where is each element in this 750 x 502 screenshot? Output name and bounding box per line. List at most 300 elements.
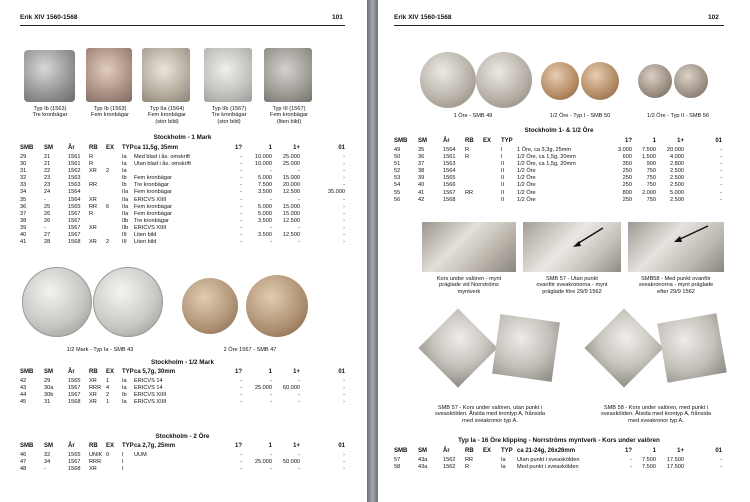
cell-smb: 40 xyxy=(20,232,27,239)
cell-g2: 1 xyxy=(268,369,272,375)
cell-smb: 58 xyxy=(394,464,401,471)
cell-g4: - xyxy=(343,392,345,399)
cell-g4: - xyxy=(343,182,345,189)
cell-g1: 250 xyxy=(622,175,632,182)
cell-g1: - xyxy=(240,154,242,160)
left-page-number: 101 xyxy=(332,14,343,21)
section-title-1-mark: Stockholm - 1 Mark xyxy=(153,134,212,141)
cell-desc: 1/2 Öre xyxy=(517,168,536,175)
cell-g4: - xyxy=(720,189,722,196)
dot-detail-photo xyxy=(628,222,724,272)
cell-typ: II xyxy=(501,168,505,175)
cell-sm: 37 xyxy=(418,161,425,168)
cell-typ: II xyxy=(501,196,505,203)
table-header xyxy=(394,448,724,457)
cell-typ: Ia xyxy=(122,161,127,168)
cell-ar: 1564 xyxy=(68,189,81,196)
cell-sm: 30b xyxy=(44,392,54,399)
cell-sm: 21 xyxy=(44,161,51,168)
cell-g3: - xyxy=(298,392,300,399)
cell-desc: 1/2 Öre, ca 1,5g, 20mm xyxy=(517,154,576,161)
cell-g3: 20.000 xyxy=(666,147,684,153)
cell-typ: IIa xyxy=(122,189,129,196)
cell-ar: År xyxy=(443,138,450,144)
half-ore-type1-reverse-photo xyxy=(581,62,619,100)
cell-g3: 17.500 xyxy=(666,457,684,463)
cell-smb: 46 xyxy=(20,452,27,458)
header-rule xyxy=(394,25,724,26)
cell-g2: 3.500 xyxy=(258,217,272,224)
two-ore-obverse-photo xyxy=(182,278,238,334)
cell-g1: - xyxy=(240,399,242,406)
cell-rb: RB xyxy=(89,369,98,375)
cell-typ: IIa xyxy=(122,210,129,217)
cell-ex: 0 xyxy=(106,452,110,458)
cell-smb: 52 xyxy=(394,168,401,175)
cell-desc: 1/2 Öre xyxy=(517,175,536,182)
cell-g4: - xyxy=(343,385,345,392)
cell-g2: 3.500 xyxy=(258,232,272,239)
cell-desc: Fem kronbägar xyxy=(134,175,172,182)
cell-sm: 23 xyxy=(44,175,51,182)
cell-sm: 34 xyxy=(44,459,51,466)
table-row xyxy=(20,161,345,168)
cell-g2: 2.000 xyxy=(642,189,656,196)
cell-typ: Ia xyxy=(122,378,127,384)
cell-ar: 1564 xyxy=(443,168,456,175)
cell-ar: 1567 xyxy=(443,189,456,196)
table-row xyxy=(20,218,345,225)
cell-ex: EX xyxy=(483,448,492,454)
cell-typ: TYP xyxy=(122,145,134,151)
coin-detail-photo-1 xyxy=(24,50,75,102)
cell-typ: Ib xyxy=(122,175,127,182)
cell-g1: - xyxy=(240,217,242,224)
cell-smb: 57 xyxy=(394,457,401,463)
cell-g3: - xyxy=(298,399,300,406)
coin-detail-photo-5 xyxy=(264,48,312,102)
cell-g2: 5.000 xyxy=(258,175,272,182)
cell-desc: UUM xyxy=(134,452,147,458)
cell-ar: År xyxy=(68,443,75,449)
cell-g1: 1? xyxy=(234,369,242,375)
cell-sm: SM xyxy=(44,369,53,375)
cell-g3: 2.800 xyxy=(670,161,684,168)
cell-rb: XR xyxy=(89,392,97,399)
cell-g3: - xyxy=(298,378,300,384)
cell-g2: 25.000 xyxy=(254,385,272,392)
cell-g4: - xyxy=(720,161,722,168)
half-ore-type2-caption: 1/2 Öre - Typ II - SMB 56 xyxy=(646,113,710,119)
cell-rb: R xyxy=(89,210,94,217)
cell-typ: TYP xyxy=(501,448,513,454)
cell-typ: IIb xyxy=(122,217,129,224)
cell-smb: 54 xyxy=(394,182,401,189)
one-ore-reverse-photo xyxy=(476,52,532,108)
cell-rb: RB xyxy=(89,443,98,449)
cell-g3: 1+ xyxy=(677,138,684,144)
coin-detail-photo-4 xyxy=(204,48,252,102)
cell-g4: - xyxy=(343,232,345,239)
cell-g4: - xyxy=(343,203,345,210)
coin-caption-4: Typ IIb (1567) Tre kronbägar (stor bild) xyxy=(211,106,247,125)
cell-desc: Fem kronbägar xyxy=(134,189,172,196)
cell-rb: RRR xyxy=(89,385,102,392)
cell-typ: TYP xyxy=(122,443,134,449)
cell-g4: - xyxy=(343,217,345,224)
cell-g1: - xyxy=(240,385,242,392)
cell-smb: 30 xyxy=(20,161,27,168)
cell-smb: SMB xyxy=(394,448,408,454)
cell-ar: 1561 xyxy=(443,154,456,161)
cell-g1: - xyxy=(240,189,242,196)
one-ore-caption: 1 Öre - SMB 49 xyxy=(453,113,493,119)
cell-desc: Utan punkt i sveaskölden xyxy=(517,457,580,463)
book-gutter xyxy=(367,0,378,502)
cell-typ: Ia xyxy=(122,399,127,406)
cell-ex: EX xyxy=(106,443,115,449)
cell-g3: 15.000 xyxy=(282,203,300,210)
cell-g1: - xyxy=(240,175,242,182)
cell-desc: ERICVS XIIII xyxy=(134,399,167,406)
cell-rb: RR xyxy=(89,182,98,189)
cell-smb: 35 xyxy=(20,196,27,203)
cell-sm: - xyxy=(44,466,46,473)
cell-typ: I xyxy=(501,154,503,161)
cell-desc: 1/2 Öre, ca 1,5g, 20mm xyxy=(517,161,576,168)
coin-caption-3: Typ IIa (1564) Fem kronbägar (stor bild) xyxy=(148,106,186,125)
cell-g1: 1? xyxy=(624,138,632,144)
table-row xyxy=(20,452,345,459)
cell-smb: 37 xyxy=(20,210,27,217)
cell-ar: 1565 xyxy=(68,452,81,458)
cell-rb: RR xyxy=(465,457,474,463)
cell-ar: År xyxy=(443,448,450,454)
klipping-57-caption: SMB 57 - Kors under valören, utan punkt i sveaskölden. Åtsida med krontyp A, frånsida med sveakronor typ A. xyxy=(434,405,546,424)
cell-ar: 1567 xyxy=(68,217,81,224)
cell-g4: - xyxy=(343,239,345,246)
cell-smb: 41 xyxy=(20,239,27,246)
cell-rb: RB xyxy=(89,145,98,151)
cell-g1: - xyxy=(240,196,242,203)
cell-g1: - xyxy=(240,232,242,239)
cell-g2: - xyxy=(270,224,272,231)
klipping-58-obverse-photo xyxy=(584,308,663,387)
cell-g2: 7.500 xyxy=(642,457,656,463)
cell-typ: IIb xyxy=(122,224,129,231)
table-row xyxy=(394,190,724,197)
cell-rb: R xyxy=(465,147,470,153)
cell-ar: 1564 xyxy=(443,147,456,153)
cell-ex: 2 xyxy=(106,392,110,399)
cell-rb: XR xyxy=(89,399,97,406)
cell-sm: - xyxy=(44,196,46,203)
cell-smb: 56 xyxy=(394,196,401,203)
cell-smb: SMB xyxy=(20,443,34,449)
cell-g1: 250 xyxy=(622,168,632,175)
cell-g3: - xyxy=(298,239,300,246)
cell-ex: 2 xyxy=(106,168,110,175)
cell-typ: IIa xyxy=(122,203,129,210)
cell-g4: - xyxy=(720,154,722,161)
table-header xyxy=(20,145,345,154)
cell-ex: 1 xyxy=(106,378,110,384)
cell-sm: 27 xyxy=(44,232,51,239)
cell-sm: SM xyxy=(44,145,53,151)
cell-g4: 35.000 xyxy=(327,189,345,196)
cell-sm: 26 xyxy=(44,210,51,217)
cell-g2: 1.500 xyxy=(642,154,656,161)
cell-g1: - xyxy=(240,182,242,189)
one-ore-obverse-photo xyxy=(420,52,476,108)
cell-sm: 24 xyxy=(44,189,51,196)
cell-typ: Ib xyxy=(122,182,127,189)
table-row xyxy=(20,239,345,246)
cell-sm: SM xyxy=(418,448,427,454)
cell-ar: 1567 xyxy=(68,232,81,239)
cell-typ: I xyxy=(501,147,503,153)
cell-sm: 23 xyxy=(44,182,51,189)
cell-g4: - xyxy=(343,210,345,217)
cell-typ: TYP xyxy=(501,138,513,144)
cell-typ: Ia xyxy=(122,154,127,160)
table-row xyxy=(394,175,724,182)
cross-caption: Kors under valören - mynt präglade vid Norrströms myntverk xyxy=(436,276,502,295)
cell-g3: 15.000 xyxy=(282,175,300,182)
cell-ar: 1562 xyxy=(443,464,456,471)
coin-caption-2: Typ Ib (1563) Fem kronbägar xyxy=(91,106,129,119)
cell-g2: - xyxy=(270,466,272,473)
cell-desc: Fem kronbägar xyxy=(134,210,172,217)
cell-g4: 01 xyxy=(338,443,345,449)
cell-g4: - xyxy=(343,452,345,458)
cell-sm: 43a xyxy=(418,457,428,463)
cell-sm: 26 xyxy=(44,217,51,224)
cell-ar: 1568 xyxy=(68,466,81,473)
table-row xyxy=(20,189,345,196)
cell-ar: År xyxy=(68,369,75,375)
cell-g4: 01 xyxy=(338,145,345,151)
table-row xyxy=(20,392,345,399)
cell-sm: 22 xyxy=(44,168,51,175)
cell-sm: 43a xyxy=(418,464,428,471)
cell-ex: 6 xyxy=(106,203,110,210)
half-mark-caption: 1/2 Mark - Typ Ia - SMB 43 xyxy=(66,347,134,353)
cell-g3: 60.000 xyxy=(282,385,300,392)
cell-g3: - xyxy=(298,466,300,473)
cell-sm: 25 xyxy=(44,203,51,210)
cell-g2: 750 xyxy=(646,196,656,203)
cell-g4: - xyxy=(343,399,345,406)
cell-typ: IIa xyxy=(122,196,129,203)
cell-g2: 5.000 xyxy=(258,203,272,210)
cell-ar: 1562 xyxy=(443,457,456,463)
cell-sm: 21 xyxy=(44,154,51,160)
cell-desc: Tre kronbägar xyxy=(134,217,169,224)
mark-table xyxy=(20,145,345,246)
cell-smb: 36 xyxy=(20,203,27,210)
cell-sm: 41 xyxy=(418,189,425,196)
cell-g4: - xyxy=(343,168,345,175)
table-row xyxy=(394,182,724,189)
cell-g1: - xyxy=(240,392,242,399)
cell-spec: ca 2,7g, 25mm xyxy=(134,443,176,449)
cell-g4: - xyxy=(720,182,722,189)
cell-rb: XR xyxy=(89,168,97,175)
no-dot-detail-photo xyxy=(523,222,621,272)
half-ore-type2-obverse-photo xyxy=(638,64,672,98)
cell-g2: 10.000 xyxy=(254,154,272,160)
cell-ar: 1568 xyxy=(443,196,456,203)
cell-rb: XR xyxy=(89,239,97,246)
arrow-icon xyxy=(523,222,621,272)
cell-g4: - xyxy=(343,466,345,473)
table-row xyxy=(20,168,345,175)
coin-detail-photo-2 xyxy=(86,48,132,102)
cell-g3: 2.500 xyxy=(670,168,684,175)
cell-g3: - xyxy=(298,168,300,175)
cell-ar: 1568 xyxy=(68,239,81,246)
cell-g4: - xyxy=(343,459,345,466)
cell-desc: Liten bild xyxy=(134,239,157,246)
cell-smb: SMB xyxy=(20,369,34,375)
cell-g1: 250 xyxy=(622,182,632,189)
two-ore-reverse-photo xyxy=(246,275,308,337)
cell-g1: - xyxy=(630,464,632,471)
section-title-klipping: Typ Ia - 16 Öre klipping - Norrströms myntverk - Kors under valören xyxy=(458,437,660,444)
half-ore-type2-reverse-photo xyxy=(674,64,708,98)
cell-typ: Ia xyxy=(501,457,506,463)
left-page xyxy=(0,0,367,502)
half-mark-obverse-photo xyxy=(22,267,92,337)
cell-typ: II xyxy=(501,189,505,196)
cell-rb: RRR xyxy=(89,459,102,466)
section-title-half-mark: Stockholm - 1/2 Mark xyxy=(151,359,214,366)
cell-g4: - xyxy=(720,168,722,175)
cell-g2: 750 xyxy=(646,182,656,189)
cell-sm: 29 xyxy=(44,378,51,384)
cell-g2: 10.000 xyxy=(254,161,272,168)
cell-typ: I xyxy=(122,466,124,473)
table-row xyxy=(20,204,345,211)
table-row xyxy=(20,385,345,392)
dot-caption: SMB58 - Med punkt ovanför sveakronorna - mynt präglade efter 29/9 1562 xyxy=(638,276,714,295)
cell-g4: 01 xyxy=(715,448,722,454)
cell-g3: 25.000 xyxy=(282,154,300,160)
cell-g4: - xyxy=(343,378,345,384)
cell-smb: SMB xyxy=(394,138,408,144)
cell-g1: - xyxy=(240,459,242,466)
cell-ex: EX xyxy=(106,369,115,375)
cell-g2: 1 xyxy=(652,138,656,144)
cell-smb: 34 xyxy=(20,189,27,196)
cell-g3: 12.500 xyxy=(282,189,300,196)
cell-g3: 2.500 xyxy=(670,175,684,182)
cell-g4: - xyxy=(720,196,722,203)
table-row xyxy=(20,211,345,218)
cell-rb: XR xyxy=(89,196,97,203)
cell-g2: - xyxy=(270,452,272,458)
cell-g2: 5.000 xyxy=(258,210,272,217)
cell-g2: - xyxy=(270,378,272,384)
cell-g3: 1+ xyxy=(293,443,300,449)
right-page-number: 102 xyxy=(708,14,719,21)
right-page xyxy=(378,0,750,502)
cell-smb: 51 xyxy=(394,161,401,168)
cell-g3: 5.000 xyxy=(670,189,684,196)
cell-smb: 31 xyxy=(20,168,27,175)
cell-g3: - xyxy=(298,224,300,231)
cell-g3: 2.500 xyxy=(670,196,684,203)
coin-detail-photo-3 xyxy=(142,48,190,102)
cell-g1: - xyxy=(240,161,242,168)
cell-desc: ERICVS XIIII xyxy=(134,224,167,231)
klipping-58-caption: SMB 58 - Kors under valören, med punkt i sveaskölden. Åtsida med krontyp A, frånsida med sveakronor typ A. xyxy=(600,405,712,424)
cell-sm: 32 xyxy=(44,452,51,458)
half-mark-table xyxy=(20,369,345,406)
ore-table xyxy=(394,138,724,204)
cell-typ: Ia xyxy=(122,385,127,392)
cell-smb: 50 xyxy=(394,154,401,161)
klipping-57-reverse-photo xyxy=(492,314,560,382)
cell-g3: 2.500 xyxy=(670,182,684,189)
cell-g4: - xyxy=(720,464,722,471)
table-row xyxy=(20,197,345,204)
cell-desc: 1/2 Öre xyxy=(517,196,536,203)
half-ore-type1-obverse-photo xyxy=(541,62,579,100)
table-row xyxy=(394,197,724,204)
cell-sm: 36 xyxy=(418,154,425,161)
cell-typ: Ia xyxy=(122,168,127,175)
cell-g3: 12.500 xyxy=(282,217,300,224)
cell-g3: 20.000 xyxy=(282,182,300,189)
cell-ar: 1567 xyxy=(68,224,81,231)
cell-desc: Tre kronbägar xyxy=(134,182,169,189)
cell-g1: - xyxy=(240,203,242,210)
cell-typ: I xyxy=(122,459,124,466)
cell-g1: - xyxy=(240,168,242,175)
cell-g2: 7.500 xyxy=(642,464,656,471)
cell-spec: ca 5,7g, 30mm xyxy=(134,369,176,375)
cell-g2: 1 xyxy=(652,448,656,454)
cell-g3: 15.000 xyxy=(282,210,300,217)
cell-g4: 01 xyxy=(338,369,345,375)
cell-ar: 1568 xyxy=(68,399,81,406)
cell-typ: II xyxy=(501,175,505,182)
cell-sm: 35 xyxy=(418,147,425,153)
table-row xyxy=(20,459,345,466)
cell-g2: 7.500 xyxy=(258,182,272,189)
cell-rb: UNIK xyxy=(89,452,103,458)
cell-g3: 4.000 xyxy=(670,154,684,161)
cell-smb: 48 xyxy=(20,466,27,473)
cell-g1: - xyxy=(240,378,242,384)
cell-g2: 3.500 xyxy=(258,189,272,196)
cell-smb: 43 xyxy=(20,385,27,392)
cell-ar: 1562 xyxy=(68,168,81,175)
cell-g1: 1? xyxy=(234,443,242,449)
left-page-title: Erik XIV 1560-1568 xyxy=(20,14,78,21)
cell-g4: - xyxy=(343,196,345,203)
cell-ar: 1565 xyxy=(443,175,456,182)
cell-rb: R xyxy=(465,154,470,161)
two-ore-caption: 2 Öre 1567 - SMB 47 xyxy=(223,347,277,353)
cell-ar: 1567 xyxy=(68,210,81,217)
cell-g1: - xyxy=(240,210,242,217)
cell-rb: XR xyxy=(89,224,97,231)
no-dot-caption: SMB 57 - Utan punkt ovanför sveakronorna - mynt präglade före 29/9 1562 xyxy=(536,276,608,295)
cell-ar: År xyxy=(68,145,75,151)
